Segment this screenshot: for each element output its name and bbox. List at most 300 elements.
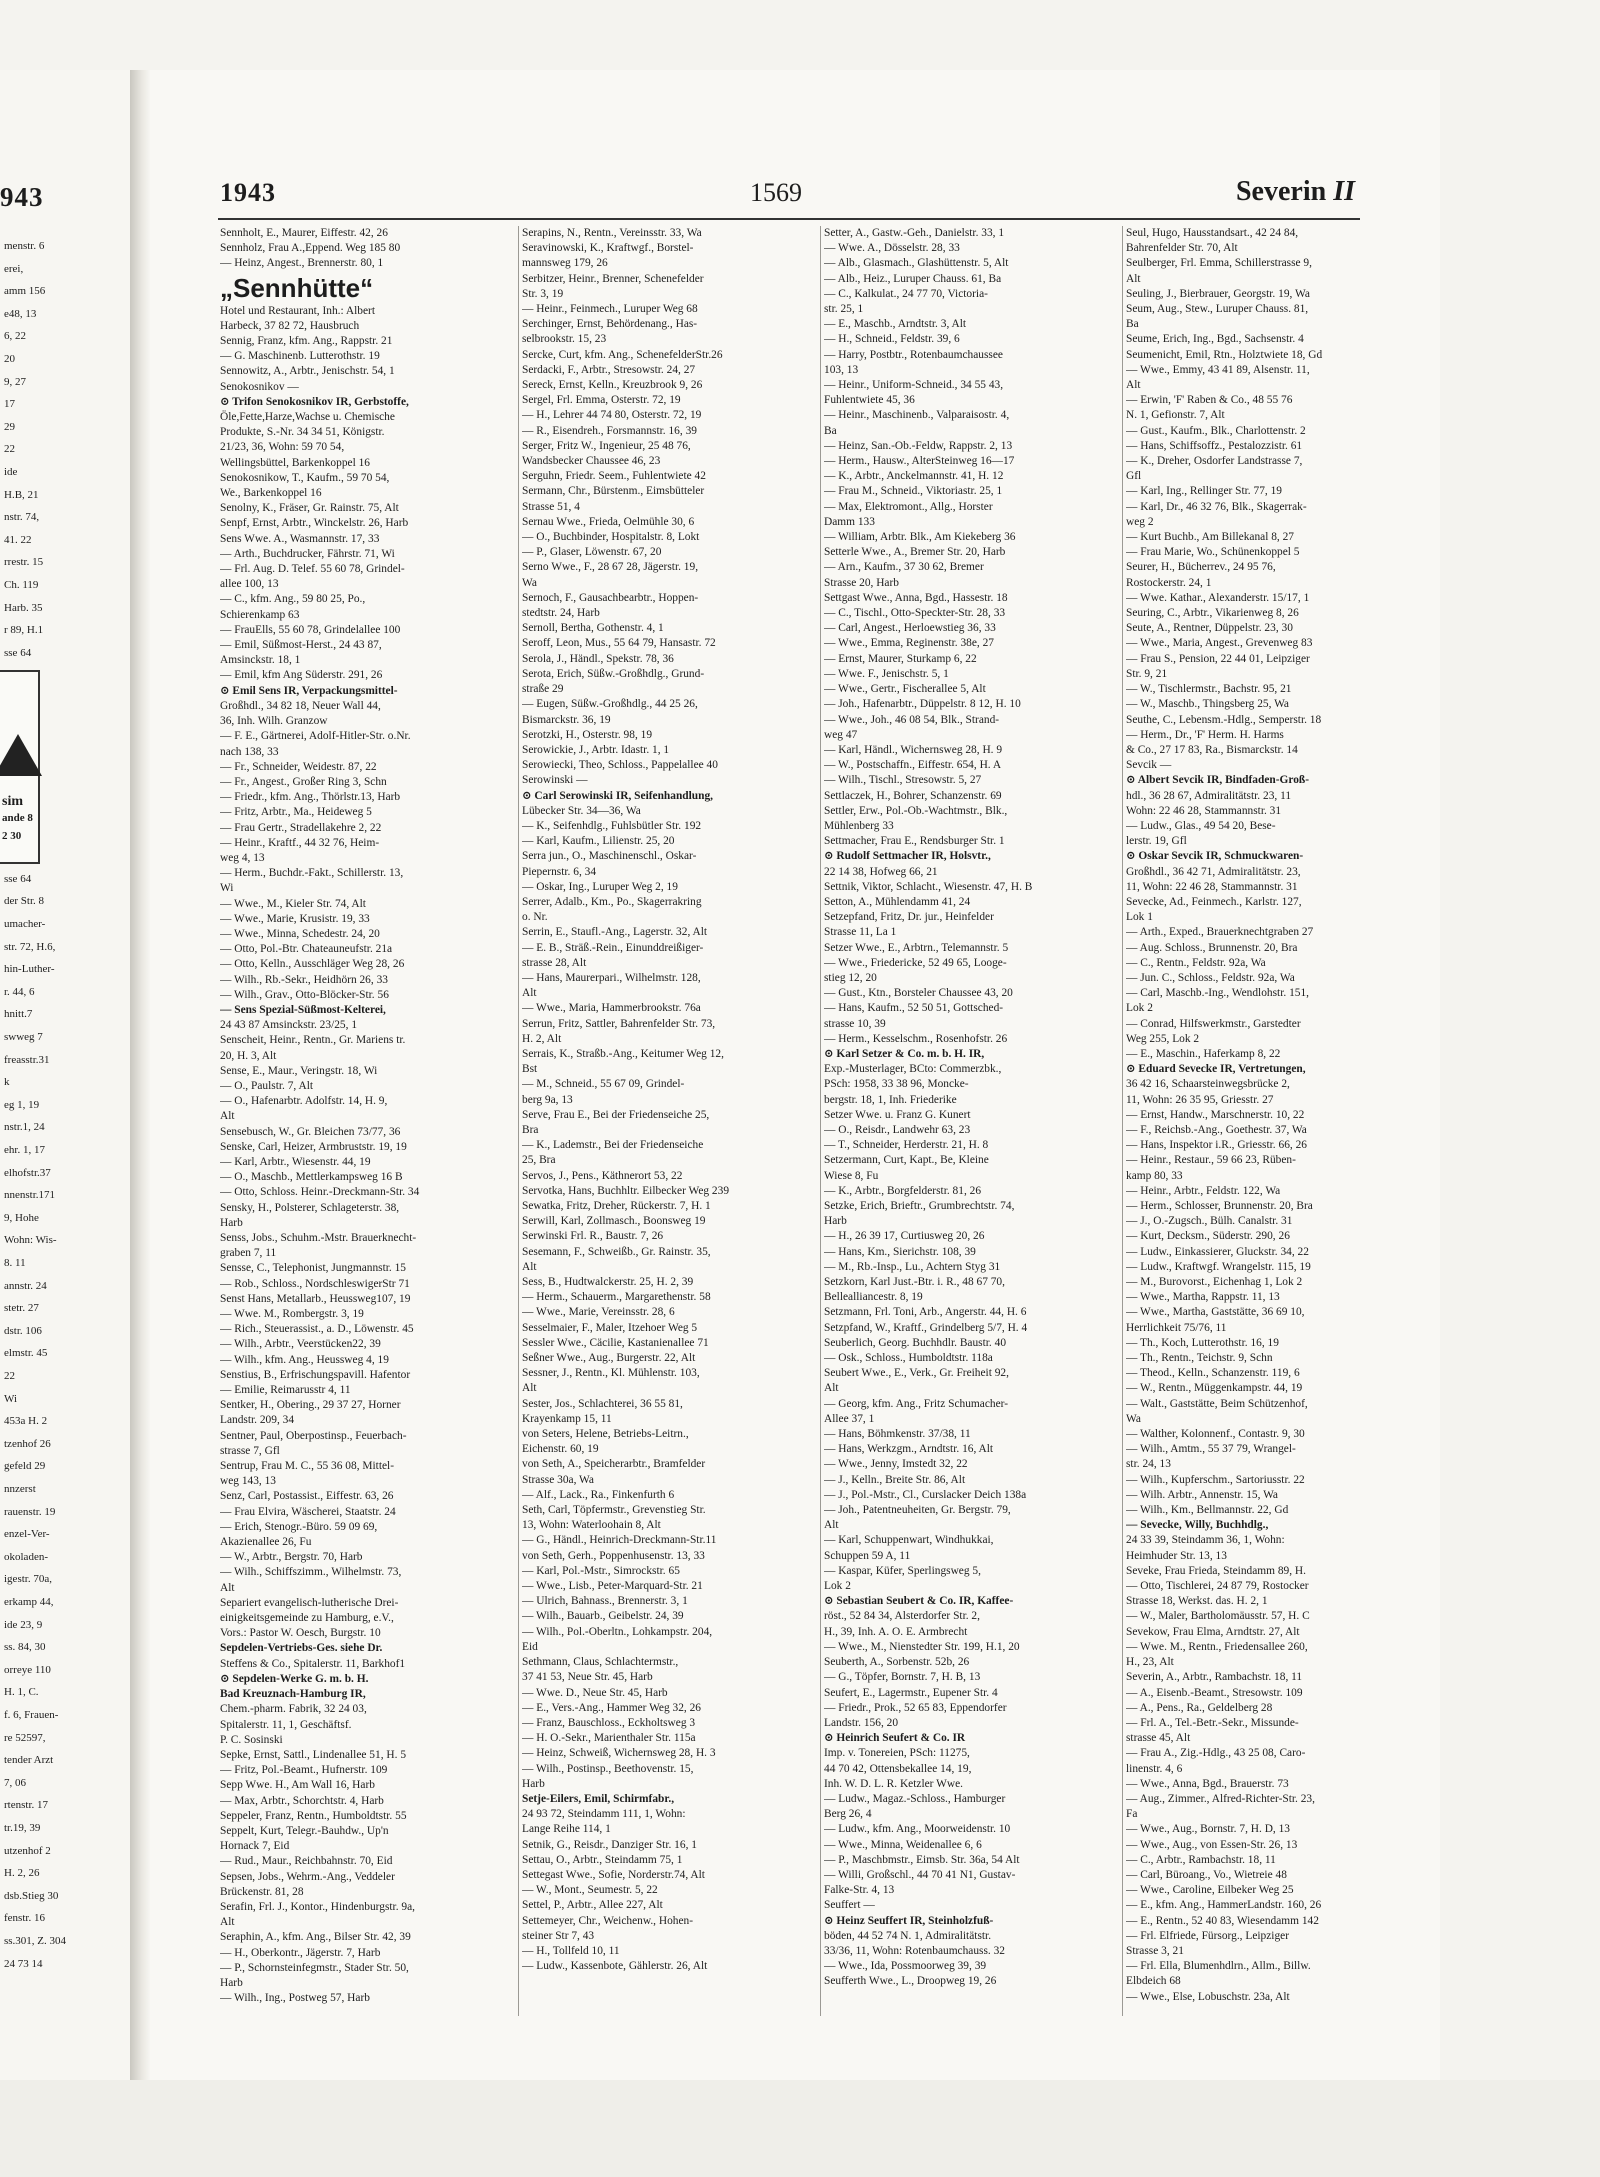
directory-entry-line: Setton, A., Mühlendamm 41, 24: [824, 895, 971, 908]
directory-entry-line: Seuberth, A., Sorbenstr. 52b, 26: [824, 1656, 970, 1669]
directory-entry-line: Seume, Erich, Ing., Bgd., Sachsenstr. 4: [1126, 333, 1304, 346]
directory-entry-line: — Frau A., Zig.-Hdlg., 43 25 08, Caro-: [1126, 1747, 1306, 1760]
directory-entry-line: — A., Eisenb.-Beamt., Stresowstr. 109: [1126, 1686, 1303, 1699]
directory-entry-line: — Wwe., Emma, Reginenstr. 38e, 27: [824, 637, 994, 650]
directory-entry-line: — Oskar, Ing., Luruper Weg 2, 19: [522, 880, 678, 893]
directory-entry-line: — Wwe., Friedericke, 52 49 65, Looge-: [824, 956, 1007, 969]
directory-entry-line: Seufert, E., Lagermstr., Eupener Str. 4: [824, 1686, 998, 1699]
directory-entry-line: — Frau Marie, Wo., Schünenkoppel 5: [1126, 546, 1300, 559]
directory-entry-line: — E., Rentn., 52 40 83, Wiesendamm 142: [1126, 1914, 1319, 1927]
directory-entry-line: Serota, Erich, Süßw.-Großhdlg., Grund-: [522, 667, 705, 680]
directory-entry-line: — E., Vers.-Ang., Hammer Weg 32, 26: [522, 1701, 701, 1714]
directory-entry-line: Settau, O., Arbtr., Steindamm 75, 1: [522, 1853, 683, 1866]
directory-entry-line: Bra: [522, 1123, 539, 1136]
left-page-line: dsb.Stieg 30: [4, 1889, 59, 1902]
directory-entry-line: — J., O.-Zugsch., Bülh. Canalstr. 31: [1126, 1215, 1293, 1228]
directory-entry-line: böden, 44 52 74 N. 1, Admiralitätstr.: [824, 1929, 992, 1942]
directory-entry-line: — Herm., Kesselschm., Rosenhofstr. 26: [824, 1032, 1008, 1045]
directory-entry-line: Serger, Fritz W., Ingenieur, 25 48 76,: [522, 439, 691, 452]
directory-entry-line: — H., Oberkontr., Jägerstr. 7, Harb: [220, 1946, 381, 1959]
directory-entry-line: — M., Burovorst., Eichenhag 1, Lok 2: [1126, 1276, 1303, 1289]
directory-entry-line: weg 47: [824, 728, 858, 741]
directory-entry-line: — Fritz, Pol.-Beamt., Hufnerstr. 109: [220, 1764, 388, 1777]
left-page-line: 9, Hohe: [4, 1211, 39, 1224]
directory-entry-line: hdl., 36 28 67, Admiralitätstr. 23, 11: [1126, 789, 1292, 802]
directory-entry-line: Settegast Wwe., Sofie, Norderstr.74, Alt: [522, 1868, 705, 1881]
directory-entry-line: Str. 3, 19: [522, 287, 564, 300]
directory-entry-line: Seum, Aug., Stew., Luruper Chauss. 81,: [1126, 303, 1309, 316]
left-page-line: Wi: [4, 1392, 17, 1405]
directory-entry-line: Str. 9, 21: [1126, 667, 1168, 680]
directory-entry-line: 103, 13: [824, 363, 859, 376]
directory-entry-line: Serchinger, Ernst, Behördenang., Has-: [522, 318, 698, 331]
directory-entry-line: 21/23, 36, Wohn: 59 70 54,: [220, 441, 345, 454]
directory-entry-line: Senokosnikow, T., Kaufm., 59 70 54,: [220, 471, 390, 484]
directory-entry-line: o. Nr.: [522, 911, 548, 924]
directory-entry-line: — Fr., Schneider, Weidestr. 87, 22: [220, 760, 377, 773]
left-page-line: rtenstr. 17: [4, 1799, 48, 1812]
directory-entry-line: Severin, A., Arbtr., Rambachstr. 18, 11: [1126, 1671, 1303, 1684]
directory-entry-line: Berg 26, 4: [824, 1808, 872, 1821]
directory-entry-line: — Wwe. M., Rombergstr. 3, 19: [220, 1308, 364, 1321]
directory-entry-line: — Wwe. F., Jenischstr. 5, 1: [824, 667, 949, 680]
directory-entry-line: — Wwe., Maria, Hammerbrookstr. 76a: [522, 1002, 701, 1015]
directory-entry-line: — Wilh., Km., Bellmannstr. 22, Gd: [1126, 1504, 1289, 1517]
directory-entry-line: Setzmann, Frl. Toni, Arb., Angerstr. 44, H. 6: [824, 1306, 1027, 1319]
left-page-line: ehr. 1, 17: [4, 1144, 45, 1156]
directory-entry-line: Seravinowski, K., Kraftwgf., Borstel-: [522, 242, 694, 255]
left-page-line: 41. 22: [4, 533, 32, 546]
directory-entry-line: — C., Tischl., Otto-Speckter-Str. 28, 33: [824, 607, 1006, 620]
directory-entry-line: — Wwe., Emmy, 43 41 89, Alsenstr. 11,: [1126, 363, 1310, 376]
directory-entry-line: We., Barkenkoppel 16: [220, 487, 322, 500]
directory-entry-line: Servos, J., Pens., Käthnerort 53, 22: [522, 1169, 683, 1182]
directory-entry-line: Strasse 51, 4: [522, 500, 580, 513]
directory-entry-line: Serrin, E., Staufl.-Ang., Lagerstr. 32, Alt: [522, 926, 708, 939]
directory-entry-line: — G. Maschinenb. Lutterothstr. 19: [220, 350, 380, 363]
directory-entry-line: — Wilh., Rb.-Sekr., Heidhörn 26, 33: [220, 973, 388, 986]
directory-entry-line: straße 29: [522, 683, 564, 696]
directory-entry-line: — Alf., Lack., Ra., Finkenfurth 6: [522, 1488, 675, 1501]
directory-entry-line: Lok 2: [824, 1580, 851, 1593]
directory-entry-line: Harb: [824, 1215, 847, 1228]
directory-entry-line: — Theod., Kelln., Schanzenstr. 119, 6: [1126, 1367, 1300, 1380]
directory-entry-line: Mühlenberg 33: [824, 819, 894, 832]
directory-entry-line: 36, Inh. Wilh. Granzow: [220, 715, 328, 728]
directory-entry-line: Seuberlich, Georg. Buchhdlr. Baustr. 40: [824, 1336, 1007, 1349]
directory-entry-line: — C., Kalkulat., 24 77 70, Victoria-: [824, 287, 988, 300]
directory-entry-line: — K., Seifenhdlg., Fuhlsbütler Str. 192: [522, 819, 702, 832]
directory-entry-line: Hornack 7, Eid: [220, 1840, 290, 1853]
directory-entry-line: Steffens & Co., Spitalerstr. 11, Barkhof1: [220, 1657, 406, 1670]
directory-entry-line: — Heinr., Restaur., 59 66 23, Rüben-: [1126, 1154, 1296, 1167]
directory-entry-line: Setnik, G., Reisdr., Danziger Str. 16, 1: [522, 1838, 697, 1851]
directory-entry-line: von Seters, Helene, Betriebs-Leitrn.,: [522, 1428, 689, 1441]
directory-entry-line: — G., Händl., Heinrich-Dreckmann-Str.11: [522, 1534, 717, 1547]
directory-entry-line: — Carl, Angest., Herloewstieg 36, 33: [824, 622, 996, 635]
directory-entry-line: — Frl. A., Tel.-Betr.-Sekr., Missunde-: [1126, 1716, 1299, 1729]
directory-entry-line: Seppeler, Franz, Rentn., Humboldtstr. 55: [220, 1809, 407, 1822]
directory-entry-line: Seuring, C., Arbtr., Vikarienweg 8, 26: [1126, 607, 1299, 620]
directory-column-3: [824, 226, 1116, 1990]
directory-entry-line: Alt: [522, 1260, 537, 1273]
directory-entry-line: Krayenkamp 15, 11: [522, 1412, 612, 1425]
directory-entry-line: Sernoch, F., Gausachbearbtr., Hoppen-: [522, 591, 699, 604]
directory-entry-line: — Karl, Ing., Rellinger Str. 77, 19: [1126, 485, 1282, 498]
directory-entry-line: Serguhn, Friedr. Seem., Fuhlentwiete 42: [522, 470, 706, 483]
left-page-line: erei,: [4, 262, 24, 275]
left-page-line: 22: [4, 1370, 15, 1382]
left-page-line: tr.19, 39: [4, 1822, 41, 1834]
directory-entry-line: Sepp Wwe. H., Am Wall 16, Harb: [220, 1779, 375, 1792]
directory-entry-line: — Wwe. A., Dösselstr. 28, 33: [824, 242, 960, 255]
directory-entry-line: Sennig, Franz, kfm. Ang., Rappstr. 21: [220, 335, 393, 348]
directory-entry-line: 24 93 72, Steindamm 111, 1, Wohn:: [522, 1808, 686, 1821]
directory-entry-line: selbrookstr. 15, 23: [522, 333, 607, 346]
directory-entry-line: Serowiecki, Theo, Schloss., Pappelallee 40: [522, 759, 718, 772]
directory-entry-line: — R., Eisendreh., Forsmannstr. 16, 39: [522, 424, 697, 437]
left-page-advert-text: sim: [2, 794, 23, 809]
directory-entry-line: Setterle Wwe., A., Bremer Str. 20, Harb: [824, 546, 1006, 559]
directory-entry-line: Sensebusch, W., Gr. Bleichen 73/77, 36: [220, 1125, 401, 1138]
directory-entry-line: Imp. v. Tonereien, PSch: 11275,: [824, 1747, 970, 1760]
directory-entry-line: Seumenicht, Emil, Rtn., Holztwiete 18, Gd: [1126, 348, 1323, 361]
directory-entry-line: Schierenkamp 63: [220, 608, 300, 621]
directory-entry-line: strasse 45, Alt: [1126, 1732, 1191, 1745]
directory-entry-line: Sernoll, Bertha, Gothenstr. 4, 1: [522, 622, 664, 635]
directory-entry-line: — Wwe., Else, Lobuschstr. 23a, Alt: [1126, 1990, 1290, 2003]
left-page-line: Wohn: Wis-: [4, 1234, 57, 1247]
directory-entry-line: — E. B., Sträß.-Rein., Einunddreißiger-: [522, 941, 704, 954]
directory-entry-line: — Alb., Heiz., Luruper Chauss. 61, Ba: [824, 272, 1002, 285]
directory-entry-line: Damm 133: [824, 515, 875, 528]
directory-entry-line: — O., Buchbinder, Hospitalstr. 8, Lokt: [522, 531, 700, 544]
directory-entry-line: — Kurt Buchb., Am Billekanal 8, 27: [1126, 531, 1294, 544]
directory-entry-line: — Eugen, Süßw.-Großhdlg., 44 25 26,: [522, 698, 698, 711]
directory-entry-line: — M., Rb.-Insp., Lu., Achtern Styg 31: [824, 1260, 1001, 1273]
directory-entry-line: — Kaspar, Küfer, Sperlingsweg 5,: [824, 1564, 981, 1577]
directory-entry-line: berg 9a, 13: [522, 1093, 573, 1106]
directory-entry-line: Setzepfand, Fritz, Dr. jur., Heinfelder: [824, 911, 994, 924]
directory-entry-line: — Heinr., Feinmech., Luruper Weg 68: [522, 303, 698, 316]
directory-entry-line: Alt: [1126, 379, 1141, 392]
directory-entry-line: Sessner, J., Rentn., Kl. Mühlenstr. 103,: [522, 1367, 700, 1380]
directory-entry-line: kamp 80, 33: [1126, 1169, 1183, 1182]
directory-entry-line: Rostockerstr. 24, 1: [1126, 576, 1212, 589]
directory-entry-line: — C., Arbtr., Rambachstr. 18, 11: [1126, 1853, 1276, 1866]
directory-entry-line: — O., Paulstr. 7, Alt: [220, 1079, 314, 1092]
directory-entry-line: — Willi, Großschl., 44 70 41 N1, Gustav-: [824, 1868, 1016, 1881]
directory-entry-line: — Heinr., Kraftf., 44 32 76, Heim-: [220, 836, 380, 849]
directory-entry-line: ⊙ Rudolf Settmacher IR, Holsvtr.,: [824, 850, 991, 863]
directory-entry-line: — Frau M., Schneid., Viktoriastr. 25, 1: [824, 485, 1003, 498]
directory-entry-line: 44 70 42, Ottensbekallee 14, 19,: [824, 1762, 972, 1775]
left-page-line: Ch. 119: [4, 579, 39, 591]
directory-entry-line: — Gust., Kaufm., Blk., Charlottenstr. 2: [1126, 424, 1306, 437]
directory-entry-line: — Jun. C., Schloss., Feldstr. 92a, Wa: [1126, 971, 1295, 984]
directory-entry-line: Seraphin, A., kfm. Ang., Bilser Str. 42, 39: [220, 1931, 411, 1944]
directory-entry-line: Seuffert —: [824, 1899, 875, 1912]
directory-entry-line: Strasse 11, La 1: [824, 926, 897, 939]
page-number: 1569: [750, 178, 802, 207]
directory-entry-line: — W., Maler, Bartholomäusstr. 57, H. C: [1126, 1610, 1310, 1623]
directory-entry-line: Seute, A., Rentner, Düppelstr. 23, 30: [1126, 622, 1293, 635]
left-page-line: swweg 7: [4, 1031, 43, 1043]
directory-entry-line: Bad Kreuznach-Hamburg IR,: [220, 1688, 366, 1701]
directory-entry-line: ⊙ Heinrich Seufert & Co. IR: [824, 1732, 966, 1745]
directory-entry-line: Sentrup, Frau M. C., 55 36 08, Mittel-: [220, 1460, 395, 1473]
directory-entry-line: — Frl. Elfriede, Fürsorg., Leipziger: [1126, 1929, 1290, 1942]
directory-entry-line: Serve, Frau E., Bei der Friedenseiche 25,: [522, 1108, 710, 1121]
directory-entry-line: — Carl, Büroang., Vo., Wietreie 48: [1126, 1868, 1287, 1881]
directory-entry-line: Sester, Jos., Schlachterei, 36 55 81,: [522, 1397, 683, 1410]
directory-entry-line: — Heinr., Arbtr., Feldstr. 122, Wa: [1126, 1184, 1281, 1197]
left-page-line: ss. 84, 30: [4, 1641, 46, 1654]
left-page-line: 24 73 14: [4, 1957, 43, 1970]
left-page-advert-line: ande 8: [2, 812, 33, 824]
directory-entry-line: — H., Lehrer 44 74 80, Osterstr. 72, 19: [522, 409, 702, 422]
directory-entry-line: Senstius, B., Erfrischungspavill. Hafentor: [220, 1368, 411, 1381]
directory-entry-line: Seroff, Leon, Mus., 55 64 79, Hansastr. 72: [522, 637, 716, 650]
directory-entry-line: Alt: [824, 1382, 839, 1395]
directory-entry-line: — Wwe., M., Nienstedter Str. 199, H.1, 20: [824, 1640, 1020, 1653]
directory-entry-line: — Franz, Bauschloss., Eckholtsweg 3: [522, 1716, 696, 1729]
left-page-line: f. 6, Frauen-: [4, 1709, 59, 1721]
directory-entry-line: — O., Hafenarbtr. Adolfstr. 14, H. 9,: [220, 1095, 388, 1108]
directory-entry-line: — Th., Rentn., Teichstr. 9, Schn: [1126, 1352, 1273, 1365]
directory-entry-line: Sennowitz, A., Arbtr., Jenischstr. 54, 1: [220, 365, 395, 378]
directory-entry-line: Landstr. 156, 20: [824, 1716, 899, 1729]
directory-entry-line: — Wwe., Martha, Rappstr. 11, 13: [1126, 1291, 1280, 1304]
directory-entry-line: — Harry, Postbtr., Rotenbaumchaussee: [824, 348, 1003, 361]
left-page-line: r. 44, 6: [4, 985, 35, 998]
directory-entry-line: — H., Schneid., Feldstr. 39, 6: [824, 333, 960, 346]
directory-entry-line: — Ulrich, Bahnass., Brennerstr. 3, 1: [522, 1595, 688, 1608]
left-page-line: 22: [4, 443, 15, 456]
directory-entry-line: Lok 2: [1126, 1002, 1153, 1015]
directory-entry-line: Setzkorn, Karl Just.-Btr. i. R., 48 67 70,: [824, 1276, 1005, 1289]
directory-entry-line: Strasse 30a, Wa: [522, 1473, 594, 1486]
directory-entry-line: Settemeyer, Chr., Weichenw., Hohen-: [522, 1914, 694, 1927]
directory-entry-line: Wiese 8, Fu: [824, 1169, 879, 1182]
directory-entry-line: Chem.-pharm. Fabrik, 32 24 03,: [220, 1703, 367, 1716]
directory-entry-line: — H., 26 39 17, Curtiusweg 20, 26: [824, 1230, 985, 1243]
directory-entry-line: — Wwe., M., Kieler Str. 74, Alt: [220, 897, 366, 910]
directory-entry-line: — Wwe., Anna, Bgd., Brauerstr. 73: [1126, 1777, 1289, 1790]
directory-entry-line: — K., Arbtr., Borgfelderstr. 81, 26: [824, 1184, 982, 1197]
directory-entry-line: — Wilh. Arbtr., Annenstr. 15, Wa: [1126, 1488, 1278, 1501]
directory-entry-line: Exp.-Musterlager, BCto: Commerzbk.,: [824, 1063, 1002, 1076]
directory-entry-line: Spitalerstr. 11, 1, Geschäftsf.: [220, 1718, 352, 1731]
left-page-line: 6, 22: [4, 330, 26, 343]
directory-entry-line: strasse 28, Alt: [522, 956, 587, 969]
left-page-line: ss.301, Z. 304: [4, 1935, 67, 1947]
left-page-line: 29: [4, 420, 15, 433]
directory-entry-line: — Wwe., Martha, Gaststätte, 36 69 10,: [1126, 1306, 1305, 1319]
left-page-line: elhofstr.37: [4, 1166, 51, 1179]
directory-entry-line: — Walther, Kolonnenf., Contastr. 9, 30: [1126, 1428, 1305, 1441]
directory-entry-line: Senokosnikov —: [220, 380, 299, 393]
directory-entry-line: H., 39, Inh. A. O. E. Armbrecht: [824, 1625, 968, 1638]
directory-entry-line: — Wwe., Caroline, Eilbeker Weg 25: [1126, 1884, 1294, 1897]
left-page-line: ide: [4, 466, 18, 478]
directory-entry-line: — J., Pol.-Mstr., Cl., Curslacker Deich 138a: [824, 1488, 1027, 1501]
directory-entry-line: — Ludw., Glas., 49 54 20, Bese-: [1126, 819, 1276, 832]
directory-entry-line: — Rud., Maur., Reichbahnstr. 70, Eid: [220, 1855, 393, 1868]
directory-entry-line: — Erich, Stenogr.-Büro. 59 09 69,: [220, 1520, 378, 1533]
directory-entry-line: — Wwe., Jenny, Imstedt 32, 22: [824, 1458, 968, 1471]
directory-entry-line: Elbdeich 68: [1126, 1975, 1181, 1988]
directory-entry-line: — Wwe., Gertr., Fischerallee 5, Alt: [824, 683, 986, 696]
left-page-line: menstr. 6: [4, 240, 45, 252]
directory-entry-line: Sereck, Ernst, Kelln., Kreuzbrook 9, 26: [522, 379, 703, 392]
directory-entry-line: — Sevecke, Willy, Buchhdlg.,: [1126, 1519, 1269, 1532]
directory-entry-line: — Hans, Werkzgm., Arndtstr. 16, Alt: [824, 1443, 994, 1456]
directory-entry-line: Serno Wwe., F., 28 67 28, Jägerstr. 19,: [522, 561, 699, 574]
left-page-line: str. 72, H.6,: [4, 940, 56, 953]
directory-entry-line: — O., Reisdr., Landwehr 63, 23: [824, 1123, 971, 1136]
directory-entry-line: — A., Pens., Ra., Geldelberg 28: [1126, 1701, 1273, 1714]
left-page-line: nnzerst: [4, 1483, 36, 1495]
directory-entry-line: Seuling, J., Bierbrauer, Georgstr. 19, Wa: [1126, 287, 1310, 300]
directory-entry-line: Wi: [220, 882, 234, 895]
directory-entry-line: str. 24, 13: [1126, 1458, 1171, 1471]
directory-entry-line: — Karl, Pol.-Mstr., Simrockstr. 65: [522, 1564, 680, 1577]
directory-column-1: [220, 226, 512, 2006]
directory-entry-line: Sennholz, Frau A.,Eppend. Weg 185 80: [220, 242, 401, 255]
directory-entry-line: — Heinz, San.-Ob.-Feldw, Rappstr. 2, 13: [824, 439, 1013, 452]
directory-entry-line: — Frau Elvira, Wäscherei, Staatstr. 24: [220, 1505, 396, 1518]
directory-entry-line: — Frau Gertr., Stradellakehre 2, 22: [220, 821, 382, 834]
directory-entry-line: — W., Rentn., Müggenkampstr. 44, 19: [1126, 1382, 1303, 1395]
directory-entry-line: — Osk., Schloss., Humboldtstr. 118a: [824, 1352, 993, 1365]
directory-entry-line: Settmacher, Frau E., Rendsburger Str. 1: [824, 835, 1005, 848]
left-page-line: umacher-: [4, 918, 46, 930]
directory-entry-line: Sesselmaier, F., Maler, Itzehoer Weg 5: [522, 1321, 698, 1334]
directory-entry-line: Settnik, Viktor, Schlacht., Wiesenstr. 47, H. B: [824, 880, 1033, 893]
directory-entry-line: 24 33 39, Steindamm 36, 1, Wohn:: [1126, 1534, 1285, 1547]
directory-entry-line: Sevecke, Ad., Feinmech., Karlstr. 127,: [1126, 895, 1302, 908]
directory-entry-line: Serra jun., O., Maschinenschl., Oskar-: [522, 850, 697, 863]
directory-entry-line: Serdacki, F., Arbtr., Stresowstr. 24, 27: [522, 363, 696, 376]
left-page-year: 943: [0, 182, 44, 212]
directory-entry-line: — Wilh., Tischl., Stresowstr. 5, 27: [824, 774, 982, 787]
directory-entry-line: — Otto, Pol.-Btr. Chateauneufstr. 21a: [220, 943, 393, 956]
left-page-advert-line: 2 30: [2, 830, 22, 842]
directory-entry-line: Sennholt, E., Maurer, Eiffestr. 42, 26: [220, 227, 388, 239]
directory-entry-line: — E., kfm. Ang., HammerLandstr. 160, 26: [1126, 1899, 1322, 1912]
directory-entry-line: — K., Arbtr., Anckelmannstr. 41, H. 12: [824, 470, 1004, 483]
directory-entry-line: röst., 52 84 34, Alsterdorfer Str. 2,: [824, 1610, 980, 1623]
directory-entry-line: Separiert evangelisch-lutherische Drei-: [220, 1596, 399, 1609]
directory-entry-line: Senss, Jobs., Schuhm.-Mstr. Brauerknecht-: [220, 1232, 417, 1244]
directory-entry-line: Serwill, Karl, Zollmasch., Boonsweg 19: [522, 1215, 706, 1228]
directory-entry-line: Senolny, K., Fräser, Gr. Rainstr. 75, Alt: [220, 502, 399, 515]
directory-entry-line: steiner Str 7, 43: [522, 1929, 595, 1942]
directory-entry-line: — Ludw., Einkassierer, Gluckstr. 34, 22: [1126, 1245, 1309, 1258]
directory-entry-line: Sepke, Ernst, Sattl., Lindenallee 51, H. 5: [220, 1748, 407, 1761]
directory-entry-line: H. 2, Alt: [522, 1032, 562, 1045]
directory-entry-line: Alt: [220, 1916, 235, 1929]
directory-entry-line: — Frl. Ella, Blumenhdlrn., Allm., Billw.: [1126, 1960, 1311, 1973]
left-page-line: dstr. 106: [4, 1324, 42, 1337]
directory-entry-line: — K., Lademstr., Bei der Friedenseiche: [522, 1139, 704, 1152]
left-page-line: okoladen-: [4, 1550, 48, 1563]
directory-entry-line: — Th., Koch, Lutterothstr. 16, 19: [1126, 1336, 1279, 1349]
directory-entry-line: — Wwe. M., Rentn., Friedensallee 260,: [1126, 1640, 1308, 1653]
directory-entry-line: allee 100, 13: [220, 578, 279, 591]
directory-entry-line: — Emil, kfm Ang Süderstr. 291, 26: [220, 669, 383, 682]
directory-entry-line: — Aug., Zimmer., Alfred-Richter-Str. 23,: [1126, 1792, 1315, 1805]
left-page-line: 7, 06: [4, 1776, 26, 1789]
left-page-line: 8. 11: [4, 1257, 26, 1269]
directory-entry-line: Bahrenfelder Str. 70, Alt: [1126, 242, 1238, 255]
directory-entry-line: 24 43 87 Amsinckstr. 23/25, 1: [220, 1019, 358, 1032]
directory-entry-line: Settler, Erw., Pol.-Ob.-Wachtmstr., Blk.,: [824, 804, 1008, 817]
directory-entry-line: — Ernst, Maurer, Sturkamp 6, 22: [824, 652, 977, 665]
left-page-line: e48, 13: [4, 307, 37, 320]
directory-entry-line: Wa: [522, 576, 537, 589]
directory-entry-line: graben 7, 11: [220, 1247, 277, 1260]
directory-entry-line: — Wilh., Bauarb., Geibelstr. 24, 39: [522, 1610, 684, 1623]
directory-entry-line: Lok 1: [1126, 911, 1153, 924]
directory-entry-line: — C., Rentn., Feldstr. 92a, Wa: [1126, 956, 1266, 969]
directory-entry-line: Sesemann, F., Schweißb., Gr. Rainstr. 35,: [522, 1245, 711, 1258]
directory-entry-line: Sentner, Paul, Oberpostinsp., Feuerbach-: [220, 1429, 407, 1442]
directory-entry-line: Sensky, H., Polsterer, Schlageterstr. 38,: [220, 1201, 400, 1214]
directory-entry-line: — Wwe. Kathar., Alexanderstr. 15/17, 1: [1126, 591, 1310, 604]
directory-entry-line: — Max, Elektromont., Allg., Horster: [824, 500, 993, 513]
directory-entry-line: Harbeck, 37 82 72, Hausbruch: [220, 319, 360, 332]
directory-entry-line: — Wwe., Marie, Vereinsstr. 28, 6: [522, 1306, 675, 1319]
directory-entry-line: Serapins, N., Rentn., Vereinsstr. 33, Wa: [522, 227, 702, 239]
directory-entry-line: Eid: [522, 1640, 538, 1653]
left-page-line: utzenhof 2: [4, 1844, 51, 1857]
directory-entry-line: — Heinr., Uniform-Schneid., 34 55 43,: [824, 379, 1004, 392]
directory-entry-line: — Wwe., Minna, Schedestr. 24, 20: [220, 927, 380, 940]
directory-entry-line: Ba: [1126, 318, 1139, 331]
left-page-line: hnitt.7: [4, 1008, 33, 1021]
directory-entry-line: — H., Tollfeld 10, 11: [522, 1944, 620, 1957]
left-page-line: H. 2, 26: [4, 1867, 40, 1880]
left-page-line: rauenstr. 19: [4, 1505, 56, 1518]
directory-column-2: [522, 226, 814, 1974]
directory-entry-line: — P., Schornsteinfegmstr., Stader Str. 50,: [220, 1961, 409, 1974]
directory-entry-line: H., 23, Alt: [1126, 1656, 1174, 1669]
directory-entry-line: Sense, E., Maur., Veringstr. 18, Wi: [220, 1064, 378, 1077]
left-page-fragment: [0, 70, 131, 2080]
directory-entry-line: — Erwin, 'F' Raben & Co., 48 55 76: [1126, 394, 1293, 407]
left-page-line: nstr. 74,: [4, 511, 40, 524]
left-page-line: eg 1, 19: [4, 1098, 40, 1111]
directory-entry-line: Serrun, Fritz, Sattler, Bahrenfelder Str. 73,: [522, 1017, 716, 1030]
directory-entry-line: — Herm., Dr., 'F' Herm. H. Harms: [1126, 728, 1284, 741]
directory-entry-line: — Hans, Maurerpari., Wilhelmstr. 128,: [522, 971, 701, 984]
directory-entry-line: Seuthe, C., Lebensm.-Hdlg., Semperstr. 18: [1126, 713, 1322, 726]
directory-entry-line: Großhdl., 36 42 71, Admiralitätstr. 23,: [1126, 865, 1301, 878]
directory-entry-line: — Wilh., Pol.-Oberltn., Lohkampstr. 204,: [522, 1625, 713, 1638]
scan-bottom-margin: [0, 2080, 1600, 2177]
directory-entry-line: — Walt., Gaststätte, Beim Schützenhof,: [1126, 1397, 1308, 1410]
directory-entry-line: Falke-Str. 4, 13: [824, 1884, 895, 1897]
directory-entry-line: ⊙ Sebastian Seubert & Co. IR, Kaffee-: [824, 1595, 1014, 1608]
directory-entry-line: — Gust., Ktn., Borsteler Chaussee 43, 20: [824, 987, 1013, 1000]
directory-entry-line: Sernau Wwe., Frieda, Oelmühle 30, 6: [522, 515, 695, 528]
directory-entry-line: ⊙ Albert Sevcik IR, Bindfaden-Groß-: [1126, 774, 1310, 787]
directory-entry-line: — Wilh., Grav., Otto-Blöcker-Str. 56: [220, 988, 389, 1001]
directory-entry-line: — Rob., Schloss., NordschleswigerStr 71: [220, 1277, 410, 1290]
page-year: 1943: [220, 178, 276, 207]
